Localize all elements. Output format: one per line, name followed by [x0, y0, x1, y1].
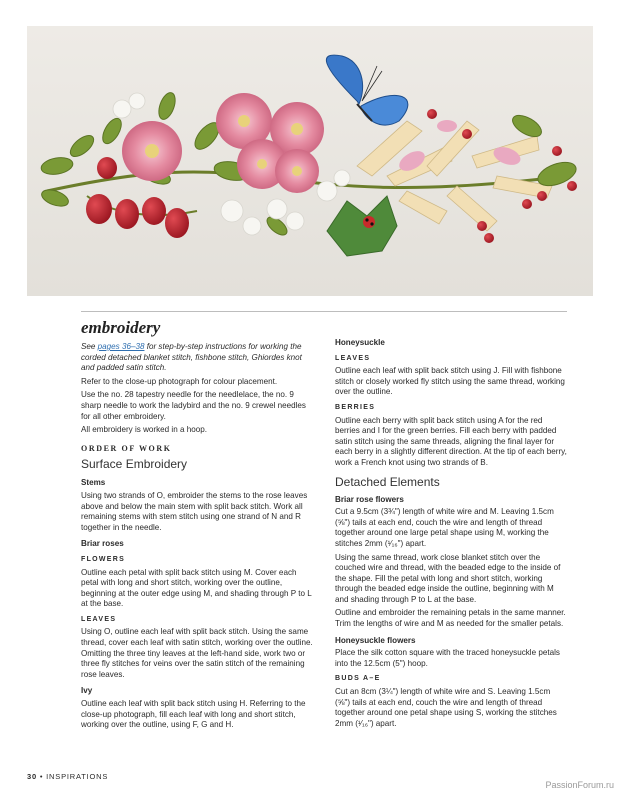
subheading: Honeysuckle flowers: [335, 635, 416, 645]
subheading: Ivy: [81, 686, 93, 696]
paragraph: Outline each leaf with split back stitch using H. Referring to the close-up photograph, fill each leaf with long and short stitch, working over the outline, using F, G and H.: [81, 699, 306, 730]
paragraph: Outline each berry with split back stitch using A for the red berries and I for the green berries. Fill each berry with padded satin stitch using the same threads, aligning the final layer for each berry in a slightly different direction. At the tip of each berry, work a French knot using two strands of B.: [335, 415, 567, 467]
paragraph: Cut an 8cm (3¼") length of white wire and S. Leaving 1.5cm (⅝") tails at each end, couch the wire and length of thread together around one petal shape using S, working the stitches 2mm (¹⁄₁₆") apart.: [335, 687, 557, 728]
intro-post: for step-by-step instructions for working the corded detached blanket stitch, fishbone stitch, Ghiordes knot and padded satin stitch.: [81, 342, 302, 373]
footer-separator: •: [39, 772, 44, 781]
order-of-work-heading: ORDER OF WORK: [81, 443, 172, 453]
section-rule: [81, 311, 567, 312]
paragraph: Outline each leaf with split back stitch using J. Fill with fishbone stitch or closely worked fly stitch using the same thread, working over the outline.: [335, 366, 565, 397]
caps-heading: FLOWERS: [81, 555, 126, 563]
paragraph: Using two strands of O, embroider the stems to the rose leaves above and below the main stem with split back stitch. Work all remaining stems with stem stitch using one strand of N and R together in the needle.: [81, 490, 308, 532]
caps-heading: BERRIES: [335, 403, 376, 411]
section-heading: Surface Embroidery: [81, 457, 188, 472]
paragraph: Using the same thread, work close blanket stitch over the couched wire and thread, with the beaded edge to the inside of the shape. Fill the petal with long and short stitch, working through the beaded edge inside the outline, beginning with M and shading through P to L at the base.: [335, 552, 561, 604]
subheading: Briar roses: [81, 539, 124, 549]
intro-pre: See: [81, 342, 98, 351]
watermark: PassionForum.ru: [545, 780, 614, 790]
page-footer: [27, 772, 108, 781]
paragraph: All embroidery is worked in a hoop.: [81, 425, 207, 435]
subheading: Stems: [81, 478, 106, 488]
paragraph: Refer to the close-up photograph for colour placement.: [81, 376, 278, 386]
magazine-name: INSPIRATIONS: [46, 772, 109, 781]
caps-heading: LEAVES: [335, 354, 371, 362]
paragraph: Outline each petal with split back stitch using M. Cover each petal with long and short stitch, working over the outline, beginning at the outer edge using M, and shading through P to L at the base.: [81, 567, 312, 609]
right-column: [335, 318, 567, 732]
section-heading: Detached Elements: [335, 474, 440, 489]
embroidery-photo: [27, 26, 593, 296]
paragraph: Outline and embroider the remaining petals in the same manner. Trim the lengths of wire and M as needed for the smaller petals.: [335, 608, 566, 629]
page-title: embroidery: [81, 318, 161, 337]
pages-link[interactable]: pages 36–38: [97, 342, 145, 351]
paragraph: Use the no. 28 tapestry needle for the needlelace, the no. 9 sharp needle to work the ladybird and the no. 9 crewel needles for all other embroidery.: [81, 390, 306, 421]
paragraph: Place the silk cotton square with the traced honeysuckle petals into the 12.5cm (5") hoop.: [335, 648, 560, 668]
subheading: Briar rose flowers: [335, 494, 404, 504]
paragraph: Cut a 9.5cm (3¾") length of white wire and M. Leaving 1.5cm (⅝") tails at each end, couch the wire and length of thread together around one large petal shape using M, working the stitches 2mm (¹⁄₁₆") apart.: [335, 507, 554, 548]
paragraph: Using O, outline each leaf with split back stitch. Using the same thread, cover each leaf with satin stitch, working over the outline. Omitting the three tiny leaves at the left-hand side, work two or three fly stitches for veins over the satin stitch of the remaining rose leaves.: [81, 627, 313, 679]
left-column: [81, 318, 316, 734]
caps-heading: BUDS A–E: [335, 675, 381, 683]
subheading: Honeysuckle: [335, 338, 385, 347]
page-number: 30: [27, 772, 37, 781]
caps-heading: LEAVES: [81, 615, 117, 623]
intro-text: [81, 342, 316, 374]
